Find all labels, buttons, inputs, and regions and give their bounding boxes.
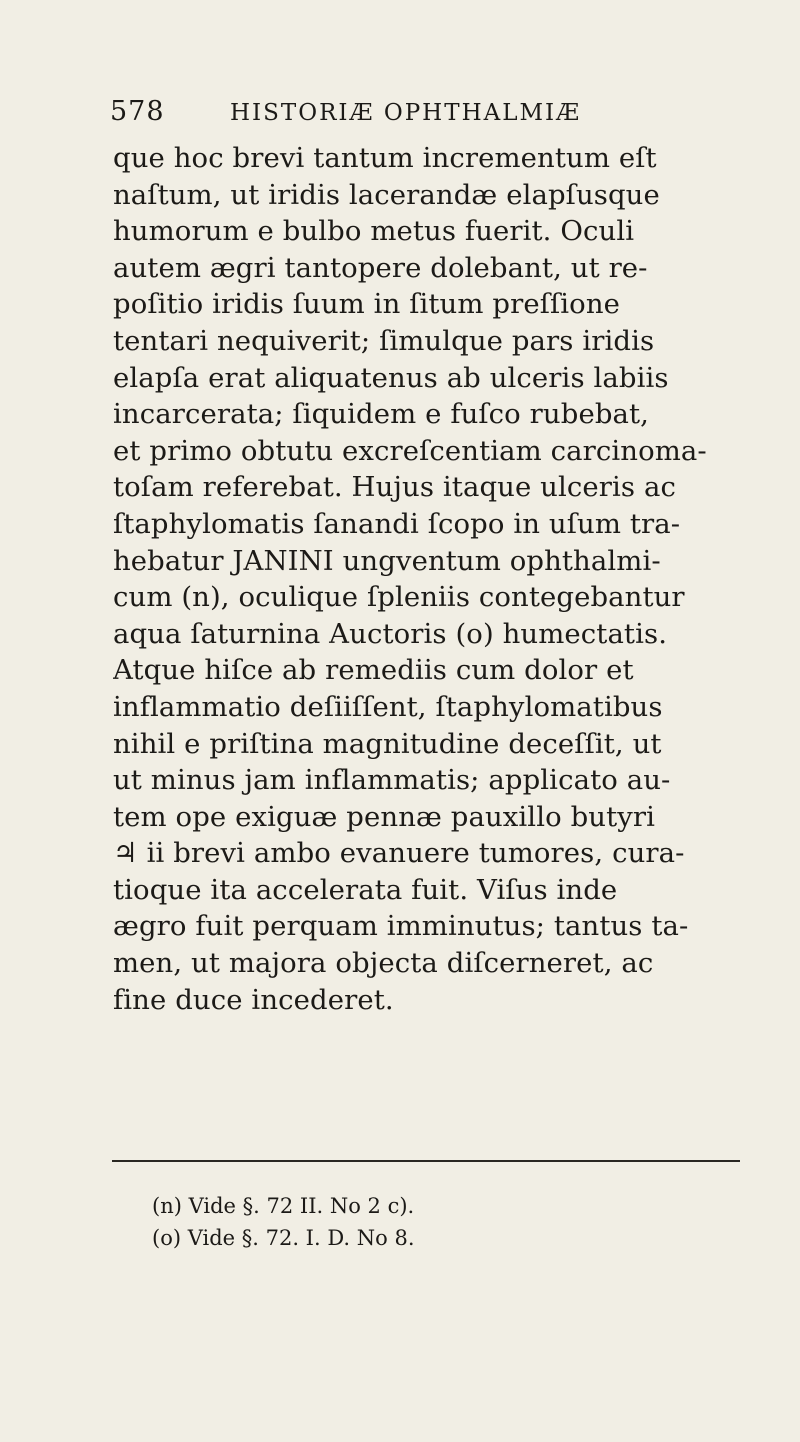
text-line: poſitio iridis ſuum in ſitum preſſione (113, 288, 621, 321)
text-line: naſtum, ut iridis lacerandæ elapſusque (113, 178, 660, 211)
text-line: Atque hiſce ab remediis cum dolor et (113, 654, 634, 687)
text-line: incarcerata; ſiquidem e fuſco rubebat, (113, 398, 650, 431)
text-line: humorum e bulbo metus fuerit. Oculi (113, 215, 635, 248)
footnote-n: (n) Vide §. 72 II. No 2 c). (152, 1194, 415, 1218)
footnote-rule (112, 1160, 740, 1162)
text-line: tioque ita accelerata fuit. Viſus inde (113, 873, 618, 906)
page-number: 578 (110, 96, 165, 127)
running-title: HISTORIÆ OPHTHALMIÆ (230, 100, 582, 126)
text-line: ægro fuit perquam imminutus; tantus ta- (113, 910, 689, 943)
body-text (113, 140, 753, 1018)
text-line: autem ægri tantopere dolebant, ut re- (113, 251, 648, 284)
text-line: et primo obtutu excreſcentiam carcinoma- (113, 434, 707, 467)
text-line: cum (n), oculique ſpleniis contegebantur (113, 581, 685, 614)
text-line: elapſa erat aliquatenus ab ulceris labiis (113, 361, 669, 394)
footnote-o: (o) Vide §. 72. I. D. No 8. (152, 1226, 415, 1250)
text-line: inflammatio deſiiſſent, ſtaphylomatibus (113, 690, 663, 723)
running-head (110, 96, 730, 136)
text-line: tem ope exiguæ pennæ pauxillo butyri (113, 800, 656, 833)
text-line: aqua ſaturnina Auctoris (o) humectatis. (113, 617, 668, 650)
text-line: fine duce incederet. (113, 983, 394, 1016)
text-line: nihil e priſtina magnitudine deceſſit, ut (113, 727, 662, 760)
text-line: que hoc brevi tantum incrementum eſt (113, 142, 657, 174)
footnotes (152, 1190, 712, 1254)
text-line: men, ut majora objecta diſcerneret, ac (113, 947, 654, 980)
text-line: tentari nequiverit; ſimulque pars iridis (113, 324, 655, 357)
text-line: hebatur JANINI ungventum ophthalmi- (113, 544, 661, 577)
text-line: ♃ ii brevi ambo evanuere tumores, cura- (113, 837, 685, 870)
text-line: ſtaphylomatis ſanandi ſcopo in uſum tra- (113, 507, 681, 540)
text-line: ut minus jam inflammatis; applicato au- (113, 764, 671, 797)
text-line: toſam referebat. Hujus itaque ulceris ac (113, 471, 676, 504)
